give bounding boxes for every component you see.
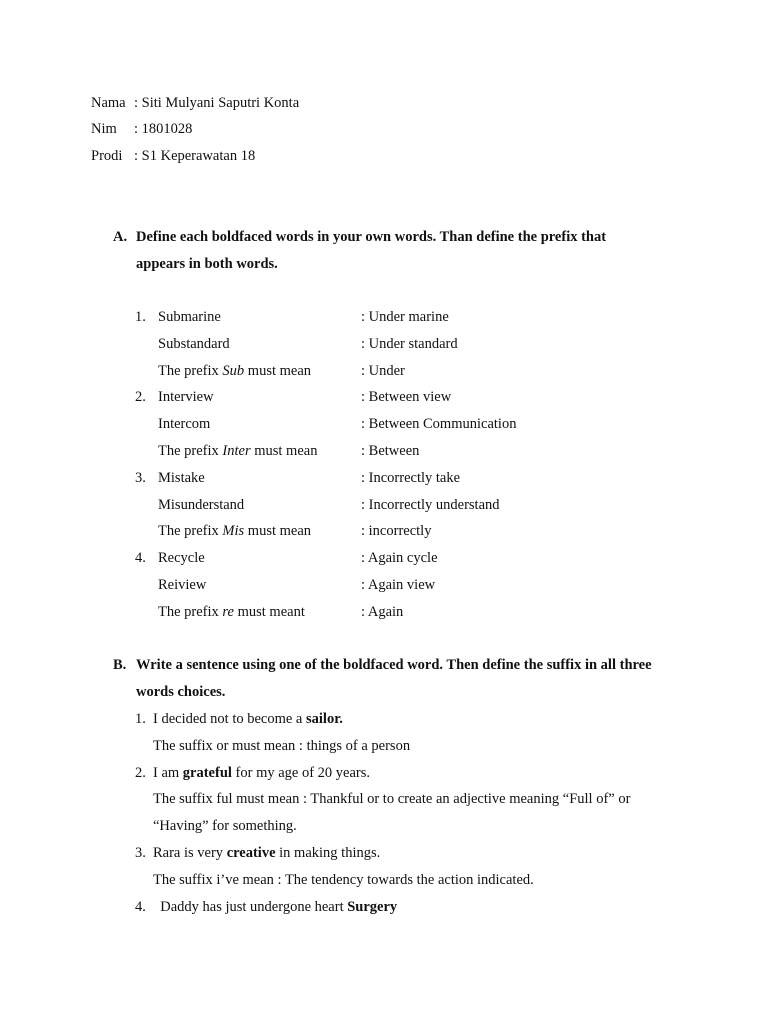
- word-term: Intercom: [158, 416, 211, 432]
- sentence-text: I decided not to become a: [153, 711, 306, 727]
- name-label: Nama: [91, 95, 126, 111]
- word-term: Substandard: [158, 336, 230, 352]
- prefix-meaning-label: [158, 603, 305, 621]
- prefix-label-text: The prefix: [158, 523, 223, 539]
- name-value: : Siti Mulyani Saputri Konta: [134, 95, 300, 111]
- list-number: 4.: [135, 899, 146, 915]
- prefix-text: Inter: [222, 443, 251, 459]
- list-number: 4.: [135, 550, 146, 566]
- word-term: Mistake: [158, 470, 205, 486]
- suffix-definition: The suffix ful must mean : Thankful or to create an adjective meaning “Full of” or: [153, 791, 631, 807]
- word-definition: : Again view: [361, 577, 436, 593]
- word-definition: : Again cycle: [361, 550, 438, 566]
- prefix-text: Sub: [222, 363, 245, 379]
- sentence-text: Rara is very: [153, 845, 227, 861]
- list-number: 2.: [135, 765, 146, 781]
- prefix-label-text: The prefix: [158, 363, 223, 379]
- word-definition: : Again: [361, 604, 404, 620]
- word-definition: : Under: [361, 363, 405, 379]
- word-definition: : incorrectly: [361, 523, 432, 539]
- word-term: Misunderstand: [158, 497, 245, 513]
- section-b-marker: B.: [113, 657, 127, 673]
- prefix-label-text: must mean: [244, 523, 312, 539]
- sentence-text: Daddy has just undergone heart: [153, 899, 348, 915]
- prefix-meaning-label: [158, 522, 311, 540]
- word-definition: : Under marine: [361, 309, 449, 325]
- example-sentence: [153, 764, 370, 782]
- prefix-text: Mis: [222, 523, 245, 539]
- example-sentence: [153, 898, 397, 916]
- list-number: 1.: [135, 711, 146, 727]
- word-term: Interview: [158, 389, 214, 405]
- prefix-label-text: must mean: [244, 363, 312, 379]
- example-sentence: [153, 710, 343, 728]
- prefix-label-text: The prefix: [158, 604, 223, 620]
- sentence-text: I am: [153, 765, 183, 781]
- boldfaced-word: grateful: [182, 765, 232, 781]
- boldfaced-word: sailor.: [306, 711, 343, 727]
- word-definition: : Incorrectly understand: [361, 497, 500, 513]
- section-a-marker: A.: [113, 229, 128, 245]
- word-definition: : Between view: [361, 389, 452, 405]
- nim-label: Nim: [91, 121, 117, 137]
- nim-value: : 1801028: [134, 121, 193, 137]
- sentence-text: in making things.: [275, 845, 381, 861]
- sentence-text: for my age of 20 years.: [231, 765, 371, 781]
- prefix-label-text: The prefix: [158, 443, 223, 459]
- section-a-instruction-line2: appears in both words.: [136, 256, 278, 272]
- example-sentence: [153, 844, 380, 862]
- suffix-definition: “Having” for something.: [153, 818, 297, 834]
- suffix-definition: The suffix i’ve mean : The tendency towards the action indicated.: [153, 872, 534, 888]
- suffix-definition: The suffix or must mean : things of a person: [153, 738, 411, 754]
- section-a-instruction-line1: Define each boldfaced words in your own words. Than define the prefix that: [136, 229, 607, 245]
- word-definition: : Between Communication: [361, 416, 517, 432]
- list-number: 2.: [135, 389, 146, 405]
- prefix-label-text: must mean: [250, 443, 318, 459]
- prefix-text: re: [222, 604, 234, 620]
- word-term: Reiview: [158, 577, 207, 593]
- section-b-instruction-line2: words choices.: [136, 684, 226, 700]
- prodi-label: Prodi: [91, 148, 123, 164]
- prefix-meaning-label: [158, 362, 311, 380]
- prodi-value: : S1 Keperawatan 18: [134, 148, 256, 164]
- section-b-instruction-line1: Write a sentence using one of the boldfaced word. Then define the suffix in all three: [136, 657, 652, 673]
- word-definition: : Between: [361, 443, 420, 459]
- prefix-meaning-label: [158, 442, 317, 460]
- list-number: 1.: [135, 309, 146, 325]
- prefix-label-text: must meant: [233, 604, 305, 620]
- list-number: 3.: [135, 845, 146, 861]
- list-number: 3.: [135, 470, 146, 486]
- word-term: Recycle: [158, 550, 205, 566]
- word-definition: : Incorrectly take: [361, 470, 461, 486]
- boldfaced-word: Surgery: [347, 899, 398, 915]
- word-definition: : Under standard: [361, 336, 458, 352]
- boldfaced-word: creative: [226, 845, 276, 861]
- word-term: Submarine: [158, 309, 221, 325]
